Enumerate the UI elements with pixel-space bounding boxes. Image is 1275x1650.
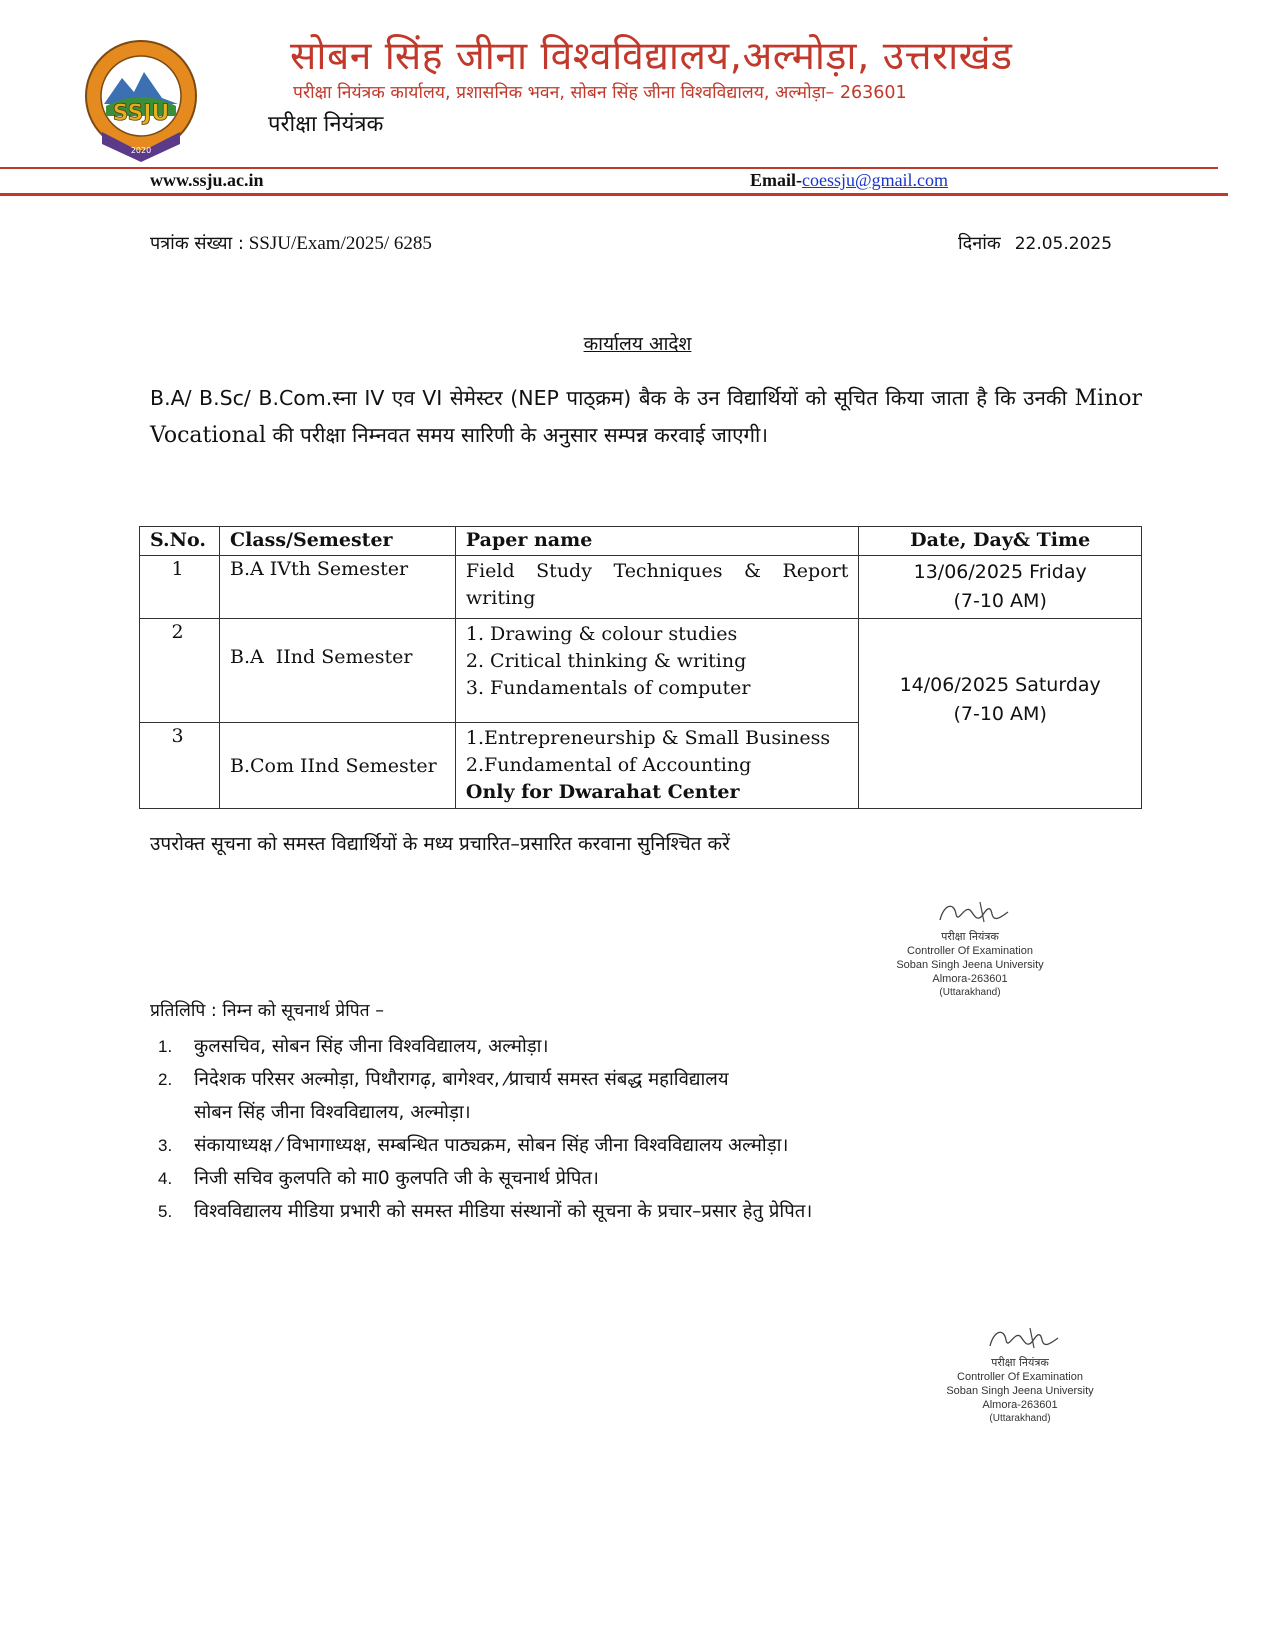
signature-university: Soban Singh Jeena University xyxy=(946,1385,1094,1397)
table-row xyxy=(140,556,1142,619)
email-link[interactable]: coessju@gmail.com xyxy=(802,170,949,190)
list-item xyxy=(158,1063,1138,1129)
exam-date: 13/06/2025 Friday xyxy=(913,561,1087,583)
signature-block xyxy=(880,896,1060,1000)
list-item-number: 1. xyxy=(158,1037,173,1056)
signature-city: Almora-263601 xyxy=(932,973,1008,985)
list-item-number: 4. xyxy=(158,1169,173,1188)
signature-title-en: Controller Of Examination xyxy=(907,945,1033,957)
exam-timetable xyxy=(139,526,1142,809)
signature-city: Almora-263601 xyxy=(982,1399,1058,1411)
date-value: 22.05.2025 xyxy=(1014,234,1113,254)
office-address: परीक्षा नियंत्रक कार्यालय, प्रशासनिक भवन, सोबन सिंह जीना विश्वविद्यालय, अल्मोड़ा– 263601 xyxy=(293,83,907,103)
paper-name: 1.Entrepreneurship & Small Business xyxy=(465,727,831,749)
row-papers xyxy=(455,556,858,619)
list-item-text: संकायाध्यक्ष ⁄ विभागाध्यक्ष, सम्बन्धित पाठ्यक्रम, सोबन सिंह जीना विश्वविद्यालय अल्मोड़ा। xyxy=(194,1135,789,1156)
list-item-text: कुलसचिव, सोबन सिंह जीना विश्वविद्यालय, अल्मोड़ा। xyxy=(194,1036,549,1057)
table-row xyxy=(140,619,1142,723)
university-title: सोबन सिंह जीना विश्वविद्यालय,अल्मोड़ा, उत्तराखंड xyxy=(290,34,1013,79)
order-body xyxy=(150,380,1142,454)
email-label: Email- xyxy=(750,170,802,190)
signature-title-hi: परीक्षा नियंत्रक xyxy=(941,930,999,943)
header-sno: S.No. xyxy=(140,527,220,556)
row-papers xyxy=(455,723,858,809)
exam-time: (7-10 AM) xyxy=(953,590,1047,612)
reference-number xyxy=(150,231,432,255)
list-item-text: विश्वविद्यालय मीडिया प्रभारी को समस्त मीडिया संस्थानों को सूचना के प्रचार–प्रसार हेतु प्रेपित। xyxy=(194,1201,813,1222)
reference-value: SSJU/Exam/2025/ 6285 xyxy=(248,233,432,254)
row-class xyxy=(219,723,455,809)
row-class: B.A IVth Semester xyxy=(219,556,455,619)
body-part-1: B.A/ B.Sc/ B.Com.स्ना IV एव VI सेमेस्टर (NEP पाठ्क्रम) बैक के उन विद्यार्थियों को सूचित किया जाता है कि उनकी xyxy=(150,386,1075,410)
exam-time: (7-10 AM) xyxy=(953,703,1047,725)
paper-name: 2. Critical thinking & writing xyxy=(465,650,747,672)
letter-date xyxy=(958,231,1112,255)
copy-heading: प्रतिलिपि : निम्न को सूचनार्थ प्रेपित – xyxy=(150,1001,384,1021)
row-date xyxy=(859,619,1142,809)
list-item-text: निदेशक परिसर अल्मोड़ा, पिथौरागढ़, बागेश्वर, ⁄प्राचार्य समस्त संबद्ध महाविद्यालय xyxy=(194,1069,729,1090)
university-logo xyxy=(82,40,200,168)
row-date xyxy=(859,556,1142,619)
signature-title-en: Controller Of Examination xyxy=(957,1371,1083,1383)
body-minor-vocational: Minor Vocational xyxy=(150,386,1142,448)
website-link[interactable]: www.ssju.ac.in xyxy=(150,170,264,190)
body-part-2: की परीक्षा निम्नवत समय सारिणी के अनुसार सम्पन्न करवाई जाएगी। xyxy=(266,423,769,447)
header-paper: Paper name xyxy=(455,527,858,556)
list-item-number: 3. xyxy=(158,1136,173,1155)
header-date: Date, Day& Time xyxy=(859,527,1142,556)
list-item-number: 2. xyxy=(158,1070,173,1089)
reference-label: पत्रांक संख्या : xyxy=(150,233,244,254)
signature-scribble xyxy=(920,896,1020,930)
list-item xyxy=(158,1129,1138,1162)
row-sno: 1 xyxy=(140,556,220,619)
signature-title-hi: परीक्षा नियंत्रक xyxy=(991,1356,1049,1369)
header-rule-bottom xyxy=(0,193,1228,196)
paper-name: 2.Fundamental of Accounting xyxy=(465,754,752,776)
row-class-text: B.A IInd Semester xyxy=(229,645,413,668)
signature-state: (Uttarakhand) xyxy=(939,987,1001,998)
list-item xyxy=(158,1030,1138,1063)
signature-state: (Uttarakhand) xyxy=(989,1413,1051,1424)
paper-name: 3. Fundamentals of computer xyxy=(465,677,751,699)
circulation-notice: उपरोक्त सूचना को समस्त विद्यार्थियों के मध्य प्रचारित–प्रसारित करवाना सुनिश्चित करें xyxy=(150,833,730,855)
signature-block xyxy=(930,1322,1110,1426)
copy-list xyxy=(158,1030,1138,1228)
svg-text:2020: 2020 xyxy=(130,146,152,155)
header-rule-top xyxy=(0,167,1218,169)
row-sno: 2 xyxy=(140,619,220,723)
paper-name: writing xyxy=(465,587,536,609)
list-item xyxy=(158,1195,1138,1228)
signature-university: Soban Singh Jeena University xyxy=(896,959,1044,971)
date-label: दिनांक xyxy=(958,233,1001,254)
list-item-number: 5. xyxy=(158,1202,173,1221)
row-papers xyxy=(455,619,858,723)
center-note: Only for Dwarahat Center xyxy=(465,781,740,803)
list-item xyxy=(158,1162,1138,1195)
exam-date: 14/06/2025 Saturday xyxy=(899,674,1101,696)
row-sno: 3 xyxy=(140,723,220,809)
list-item-text-continued: सोबन सिंह जीना विश्वविद्यालय, अल्मोड़ा। xyxy=(194,1102,471,1123)
signature-scribble xyxy=(970,1322,1070,1356)
row-class xyxy=(219,619,455,723)
svg-text:SSJU: SSJU xyxy=(112,101,170,126)
row-class-text: B.Com IInd Semester xyxy=(229,754,437,777)
paper-name: 1. Drawing & colour studies xyxy=(465,623,738,645)
paper-name: Field Study Techniques & Report xyxy=(465,560,849,582)
order-heading: कार्यालय आदेश xyxy=(583,333,692,355)
office-name: परीक्षा नियंत्रक xyxy=(268,112,384,137)
header-class: Class/Semester xyxy=(219,527,455,556)
table-header-row xyxy=(140,527,1142,556)
email-line xyxy=(750,170,948,191)
list-item-text: निजी सचिव कुलपति को मा0 कुलपति जी के सूचनार्थ प्रेपित। xyxy=(194,1168,599,1189)
